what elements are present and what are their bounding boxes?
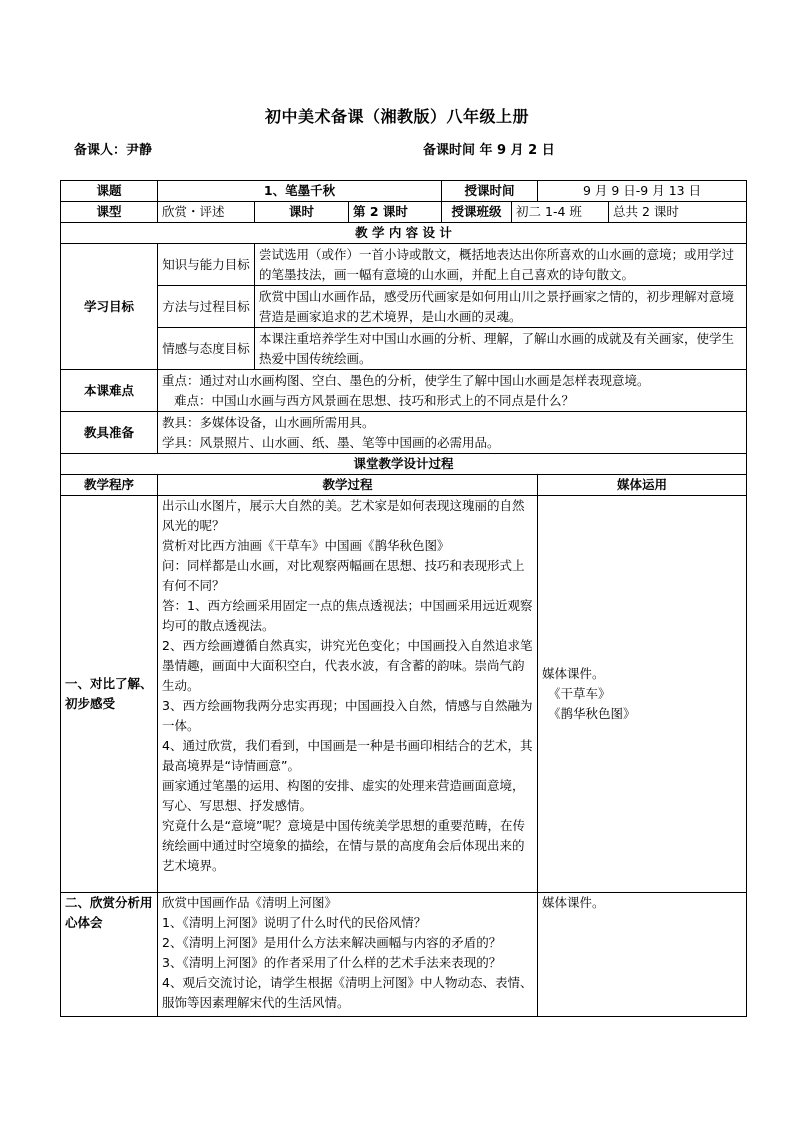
class-value: 初二 1-4 班 [512,202,609,223]
teaching-tools: 教具：多媒体设备，山水画所需用具。 [162,414,375,430]
process-heading: 课堂教学设计过程 [61,454,747,475]
media-item: 《干草车》 [548,686,611,701]
step-line: 1、《清明上河图》说明了什么时代的民俗风情？ [162,915,427,930]
step-line: 出示山水图片，展示大自然的美。艺术家是如何表现这瑰丽的自然风光的呢？ [162,498,525,533]
step-media [538,496,747,893]
step-line: 2、西方绘画遵循自然真实，讲究光色变化；中国画投入自然追求笔墨情趣，画面中大面积空白，代表水波，有含蓄的韵味。崇尚气韵生动。 [162,638,533,693]
objective-name: 情感与态度目标 [158,328,255,370]
learning-tools: 学具：风景照片、山水画、纸、墨、笔等中国画的必需用品。 [162,434,500,450]
design-heading-row [61,223,747,244]
step-line: 答：1、西方绘画采用固定一点的焦点透视法；中国画采用远近观察均可的散点透视法。 [162,598,533,633]
step-line: 3、西方绘画物我两分忠实再现；中国画投入自然，情感与自然融为一体。 [162,698,533,733]
info-row-1 [61,181,747,202]
objectives-label: 学习目标 [61,244,158,370]
process-heading-row [61,454,747,475]
difficult-point: 难点：中国山水画与西方风景画在思想、技巧和形式上的不同点是什么？ [174,392,575,408]
process-header-row [61,475,747,496]
difficulty-row [61,370,747,412]
objective-row-3 [61,328,747,370]
topic-value: 1、笔墨千秋 [158,181,442,202]
difficulty-text [158,370,747,412]
step-content [158,893,538,1017]
step-content [158,496,538,893]
objective-row-1 [61,244,747,286]
difficulty-label: 本课难点 [61,370,158,412]
col-header: 教学过程 [158,475,538,496]
key-point: 重点：通过对山水画构图、空白、墨色的分析，使学生了解中国山水画是怎样表现意境。 [162,372,650,388]
step-media [538,893,747,1017]
step-line: 问：同样都是山水画，对比观察两幅画在思想、技巧和表现形式上有何不同？ [162,558,525,593]
lesson-plan-table [60,180,747,1017]
topic-label: 课题 [61,181,158,202]
media-item: 《鹊华秋色图》 [548,706,636,721]
tools-row [61,412,747,454]
step-line: 欣赏中国画作品《清明上河图》 [162,895,338,910]
step-line: 究竟什么是“意境”呢？意境是中国传统美学思想的重要范畴，在传统绘画中通过时空境象的描绘，在情与景的高度角会后体现出来的艺术境界。 [162,818,525,873]
preparer: 备课人：尹静 [74,143,153,158]
step-line: 4、通过欣赏，我们看到，中国画是一种是书画印相结合的艺术，其最高境界是“诗情画意”。 [162,738,533,773]
step-line: 2、《清明上河图》是用什么方法来解决画幅与内容的矛盾的？ [162,935,502,950]
objective-name: 知识与能力目标 [158,244,255,286]
step-name: 二、欣赏分析用心体会 [61,893,158,1017]
type-label: 课型 [61,202,158,223]
period-label: 课时 [255,202,349,223]
objective-row-2 [61,286,747,328]
teach-time-value: 9 月 9 日-9 月 13 日 [538,181,747,202]
page-title: 初中美术备课（湘教版）八年级上册 [264,107,529,126]
period-value: 第 2 课时 [349,202,442,223]
objective-text: 尝试选用（或作）一首小诗或散文，概括地表达出你所喜欢的山水画的意境；或用学过的笔墨技法，画一幅有意境的山水画，并配上自己喜欢的诗句散文。 [255,244,747,286]
col-header: 媒体运用 [538,475,747,496]
objective-name: 方法与过程目标 [158,286,255,328]
objective-text: 本课注重培养学生对中国山水画的分析、理解，了解山水画的成就及有关画家，使学生热爱中国传统绘画。 [255,328,747,370]
tools-text [158,412,747,454]
type-value: 欣赏・评述 [158,202,255,223]
step-line: 4、观后交流讨论，请学生根据《清明上河图》中人物动态、表情、服饰等因素理解宋代的生活风情。 [162,975,533,1010]
media-item: 媒体课件。 [542,666,605,681]
col-header: 教学程序 [61,475,158,496]
step-line: 3、《清明上河图》的作者采用了什么样的艺术手法来表现的？ [162,955,502,970]
total-value: 总共 2 课时 [609,202,747,223]
teach-time-label: 授课时间 [442,181,538,202]
tools-label: 教具准备 [61,412,158,454]
design-heading: 教 学 内 容 设 计 [61,223,747,244]
step-row-2 [61,893,747,1017]
objective-text: 欣赏中国山水画作品，感受历代画家是如何用山川之景抒画家之情的，初步理解对意境营造是画家追求的艺术境界，是山水画的灵魂。 [255,286,747,328]
class-label: 授课班级 [442,202,512,223]
prep-time: 备课时间 年 9 月 2 日 [423,143,555,158]
info-row-2 [61,202,747,223]
step-line: 赏析对比西方油画《干草车》中国画《鹊华秋色图》 [162,538,450,553]
step-name: 一、对比了解、初步感受 [61,496,158,893]
step-line: 画家通过笔墨的运用、构图的安排、虚实的处理来营造画面意境，写心、写思想、抒发感情。 [162,778,525,813]
step-row-1 [61,496,747,893]
media-item: 媒体课件。 [542,895,605,910]
